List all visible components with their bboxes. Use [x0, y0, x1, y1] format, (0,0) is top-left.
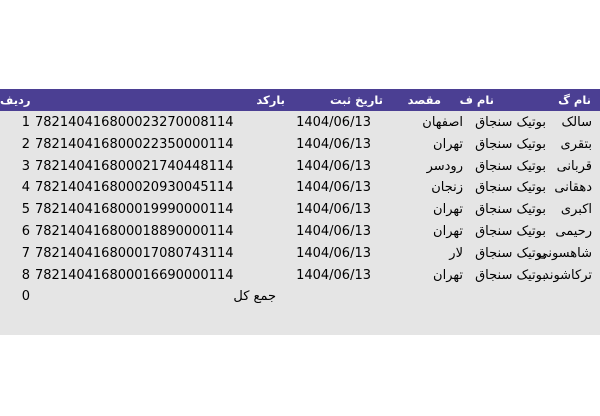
- cell-radif: 2: [21, 136, 30, 152]
- header-destination: مقصد: [407, 93, 441, 107]
- cell-destination: لار: [449, 245, 463, 261]
- cell-name-g: رحیمی: [555, 223, 592, 239]
- cell-name-g: اکبری: [560, 202, 592, 218]
- table-row: [0, 176, 600, 198]
- cell-name-g: شاهسونی: [537, 245, 592, 261]
- cell-radif: 6: [21, 223, 30, 239]
- table-row: [0, 264, 600, 286]
- cell-date: 1404/06/13: [296, 245, 371, 261]
- total-label: جمع کل: [233, 289, 276, 305]
- cell-date: 1404/06/13: [296, 158, 371, 174]
- cell-name-g: ترکاشوند: [543, 267, 592, 283]
- report-table: [0, 89, 600, 335]
- cell-date: 1404/06/13: [296, 267, 371, 283]
- table-header: [0, 89, 600, 111]
- cell-barcode: 782140416800020930045114: [35, 180, 234, 196]
- cell-destination: تهران: [433, 136, 463, 152]
- cell-date: 1404/06/13: [296, 202, 371, 218]
- cell-name-f: بوتیک سنجاق: [475, 245, 546, 261]
- cell-barcode: 782140416800021740448114: [35, 158, 234, 174]
- cell-destination: تهران: [433, 202, 463, 218]
- cell-destination: تهران: [433, 267, 463, 283]
- cell-radif: 4: [21, 180, 30, 196]
- table-row: [0, 198, 600, 220]
- table-row: [0, 220, 600, 242]
- cell-barcode: 782140416800019990000114: [35, 202, 234, 218]
- cell-name-f: بوتیک سنجاق: [475, 136, 546, 152]
- table-row: [0, 155, 600, 177]
- cell-barcode: 78214041680002327000811​4: [35, 115, 234, 130]
- cell-barcode: 782140416800018890000114: [35, 223, 234, 239]
- cell-name-f: بوتیک سنجاق: [475, 180, 546, 196]
- cell-radif: 1: [21, 115, 30, 130]
- cell-name-g: دهقانی: [554, 180, 592, 196]
- cell-date: 1404/06/13: [296, 223, 371, 239]
- cell-date: 1404/06/13: [296, 115, 371, 130]
- cell-name-g: بتقری: [560, 136, 592, 152]
- cell-name-f: بوتیک سنجاق: [475, 267, 546, 283]
- cell-radif: 7: [21, 245, 30, 261]
- table-row: [0, 111, 600, 133]
- header-date: تاریخ ثبت: [329, 93, 383, 107]
- header-name-f: نام ف: [459, 93, 494, 107]
- cell-date: 1404/06/13: [296, 180, 371, 196]
- cell-destination: زنجان: [431, 180, 463, 196]
- cell-barcode: 782140416800022350000114: [35, 136, 234, 152]
- total-value: 0: [21, 289, 30, 305]
- cell-name-f: بوتیک سنجاق: [475, 115, 546, 130]
- cell-radif: 3: [21, 158, 30, 174]
- cell-date: 1404/06/13: [296, 136, 371, 152]
- table-row: [0, 242, 600, 264]
- cell-barcode: 782140416800016690000114: [35, 267, 234, 283]
- cell-radif: 8: [21, 267, 30, 283]
- cell-radif: 5: [21, 202, 30, 218]
- cell-name-f: بوتیک سنجاق: [475, 202, 546, 218]
- cell-name-f: بوتیک سنجاق: [475, 223, 546, 239]
- header-barcode: بارکد: [256, 93, 285, 107]
- cell-destination: رودسر: [426, 158, 463, 174]
- cell-destination: اصفهان: [422, 115, 463, 130]
- cell-destination: تهران: [433, 223, 463, 239]
- table-row: [0, 133, 600, 155]
- cell-name-f: بوتیک سنجاق: [475, 158, 546, 174]
- header-radif: ردیف: [0, 93, 31, 107]
- cell-name-g: سالک: [561, 115, 592, 130]
- header-name-g: نام گ: [558, 93, 591, 107]
- cell-name-g: قربانی: [556, 158, 592, 174]
- total-row: [0, 285, 600, 306]
- cell-barcode: 782140416800017080743114: [35, 245, 234, 261]
